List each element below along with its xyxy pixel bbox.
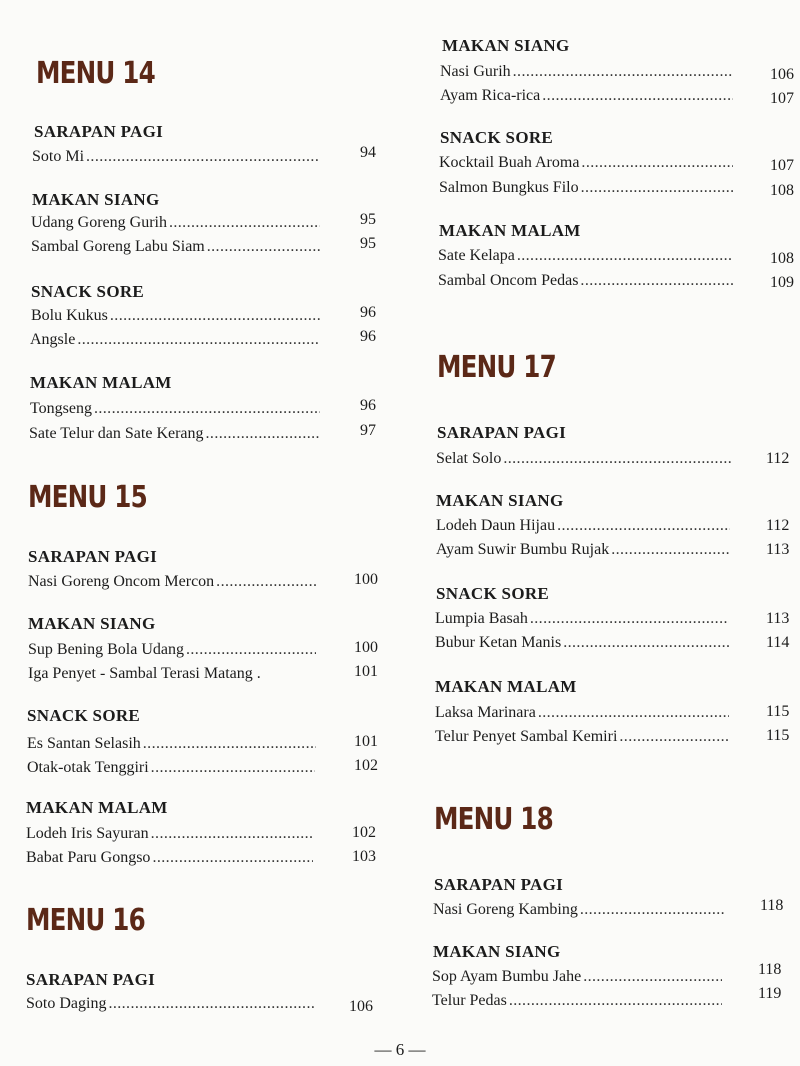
item-page: 107 [770, 157, 794, 174]
section-title: SARAPAN PAGI [28, 547, 158, 566]
item-name: Otak-otak Tenggiri [27, 759, 149, 776]
leader-dots [517, 247, 733, 265]
section-title: MAKAN MALAM [439, 221, 581, 240]
menu-item[interactable] [30, 331, 320, 349]
menu-item[interactable] [29, 425, 320, 443]
menu-item[interactable] [440, 63, 733, 81]
item-page: 115 [766, 727, 790, 744]
menu-item[interactable] [28, 641, 316, 659]
section-title: SNACK SORE [436, 584, 550, 603]
item-name: Sambal Goreng Labu Siam [31, 238, 205, 255]
leader-dots [509, 992, 722, 1010]
item-name: Laksa Marinara [435, 704, 536, 721]
item-name: Udang Goreng Gurih [31, 214, 167, 231]
menu-item[interactable] [435, 728, 729, 746]
menu-17-heading: MENU 17 [437, 350, 556, 385]
menu-15-heading: MENU 15 [28, 480, 147, 515]
menu-item[interactable] [435, 610, 729, 628]
menu-item[interactable] [26, 825, 314, 843]
menu-item[interactable] [31, 238, 320, 256]
item-name: Nasi Goreng Kambing [433, 901, 578, 918]
item-page: 97 [360, 422, 376, 439]
item-name: Telur Pedas [432, 992, 507, 1009]
menu-item[interactable] [438, 247, 733, 265]
leader-dots [580, 272, 733, 290]
item-page: 107 [770, 90, 794, 107]
leader-dots [94, 400, 320, 418]
menu-18-heading: MENU 18 [434, 802, 553, 837]
leader-dots [143, 735, 316, 753]
leader-dots [86, 148, 320, 166]
item-name: Bubur Ketan Manis [435, 634, 562, 651]
section-title: SARAPAN PAGI [34, 122, 164, 141]
menu-item[interactable] [28, 665, 318, 683]
item-page: 113 [766, 541, 790, 558]
item-name: Angsle [30, 331, 76, 348]
leader-dots [110, 307, 320, 325]
section-title: MAKAN SIANG [436, 491, 564, 510]
menu-item[interactable] [31, 307, 320, 325]
section-title: SARAPAN PAGI [437, 423, 567, 442]
section-title: SARAPAN PAGI [26, 970, 156, 989]
item-page: 113 [766, 610, 790, 627]
leader-dots [207, 238, 320, 256]
leader-dots [542, 87, 733, 105]
menu-item[interactable] [436, 541, 730, 559]
menu-item[interactable] [436, 450, 731, 468]
menu-item[interactable] [31, 214, 320, 232]
leader-dots [538, 704, 729, 722]
section-title: MAKAN SIANG [433, 942, 561, 961]
menu-item[interactable] [432, 992, 722, 1010]
section-title: SNACK SORE [27, 706, 141, 725]
leader-dots [611, 541, 730, 559]
page-number: — 6 — [374, 1040, 426, 1059]
menu-item[interactable] [27, 735, 316, 753]
item-page: 94 [360, 144, 376, 161]
leader-dots [216, 573, 318, 591]
menu-item[interactable] [435, 704, 729, 722]
leader-dots [77, 331, 320, 349]
leader-dots [206, 425, 320, 443]
menu-item[interactable] [433, 901, 724, 919]
item-name: Sate Kelapa [438, 247, 515, 264]
section-title: MAKAN MALAM [435, 677, 577, 696]
item-page: 114 [766, 634, 790, 651]
item-page: 96 [360, 304, 376, 321]
item-name: Lodeh Daun Hijau [436, 517, 556, 534]
menu-item[interactable] [436, 517, 730, 535]
item-name: Nasi Goreng Oncom Mercon [28, 573, 215, 590]
section-title: MAKAN MALAM [30, 373, 172, 392]
leader-dots [108, 995, 314, 1013]
menu-item[interactable] [32, 148, 320, 166]
section-title: MAKAN SIANG [32, 190, 160, 209]
leader-dots [151, 759, 315, 777]
item-page: 106 [349, 998, 373, 1015]
leader-dots [581, 179, 733, 197]
item-name: Ayam Rica-rica [440, 87, 541, 104]
item-name: Es Santan Selasih [27, 735, 141, 752]
section-title: SNACK SORE [440, 128, 554, 147]
leader-dots [186, 641, 316, 659]
item-name: Salmon Bungkus Filo [439, 179, 579, 196]
item-name: Telur Penyet Sambal Kemiri [435, 728, 618, 745]
item-page: 101 [354, 663, 378, 680]
menu-item[interactable] [439, 154, 733, 172]
item-name: Soto Mi [32, 148, 85, 165]
item-page: 100 [354, 571, 378, 588]
leader-dots [563, 634, 729, 652]
leader-dots [619, 728, 729, 746]
menu-item[interactable] [432, 968, 722, 986]
item-name: Sate Telur dan Sate Kerang [29, 425, 204, 442]
item-name: Lumpia Basah [435, 610, 528, 627]
menu-item[interactable] [438, 272, 733, 290]
leader-dots [152, 849, 313, 867]
item-page: 106 [770, 66, 794, 83]
item-name: Ayam Suwir Bumbu Rujak [436, 541, 610, 558]
item-page: 95 [360, 235, 376, 252]
item-name: Babat Paru Gongso [26, 849, 151, 866]
item-name: Iga Penyet - Sambal Terasi Matang . [28, 665, 261, 682]
menu-item[interactable] [27, 759, 315, 777]
item-name: Soto Daging [26, 995, 107, 1012]
item-page: 112 [766, 450, 790, 467]
item-page: 108 [770, 250, 794, 267]
leader-dots [503, 450, 731, 468]
menu-14-heading: MENU 14 [36, 56, 155, 91]
item-name: Sop Ayam Bumbu Jahe [432, 968, 582, 985]
menu-item[interactable] [435, 634, 729, 652]
item-name: Kocktail Buah Aroma [439, 154, 580, 171]
menu-item[interactable] [26, 995, 314, 1013]
item-page: 109 [770, 274, 794, 291]
item-name: Tongseng [30, 400, 92, 417]
item-page: 96 [360, 328, 376, 345]
section-title: SNACK SORE [31, 282, 145, 301]
item-page: 100 [354, 639, 378, 656]
item-page: 102 [352, 824, 376, 841]
item-name: Nasi Gurih [440, 63, 511, 80]
menu-item[interactable] [439, 179, 733, 197]
item-page: 108 [770, 182, 794, 199]
menu-item[interactable] [26, 849, 313, 867]
leader-dots [513, 63, 733, 81]
leader-dots [169, 214, 320, 232]
item-name: Selat Solo [436, 450, 502, 467]
menu-item[interactable] [440, 87, 733, 105]
item-page: 118 [760, 897, 784, 914]
leader-dots [580, 901, 724, 919]
section-title: MAKAN SIANG [28, 614, 156, 633]
item-name: Lodeh Iris Sayuran [26, 825, 149, 842]
section-title: MAKAN SIANG [442, 36, 570, 55]
item-page: 101 [354, 733, 378, 750]
section-title: SARAPAN PAGI [434, 875, 564, 894]
menu-item[interactable] [30, 400, 320, 418]
item-page: 95 [360, 211, 376, 228]
leader-dots [583, 968, 722, 986]
leader-dots [530, 610, 729, 628]
item-page: 112 [766, 517, 790, 534]
item-page: 96 [360, 397, 376, 414]
menu-item[interactable] [28, 573, 318, 591]
item-name: Sup Bening Bola Udang [28, 641, 184, 658]
menu-16-heading: MENU 16 [26, 903, 145, 938]
item-page: 119 [758, 985, 782, 1002]
item-name: Bolu Kukus [31, 307, 108, 324]
item-name: Sambal Oncom Pedas [438, 272, 579, 289]
item-page: 102 [354, 757, 378, 774]
leader-dots [151, 825, 314, 843]
item-page: 118 [758, 961, 782, 978]
item-page: 103 [352, 848, 376, 865]
leader-dots [581, 154, 733, 172]
leader-dots [557, 517, 730, 535]
item-page: 115 [766, 703, 790, 720]
section-title: MAKAN MALAM [26, 798, 168, 817]
